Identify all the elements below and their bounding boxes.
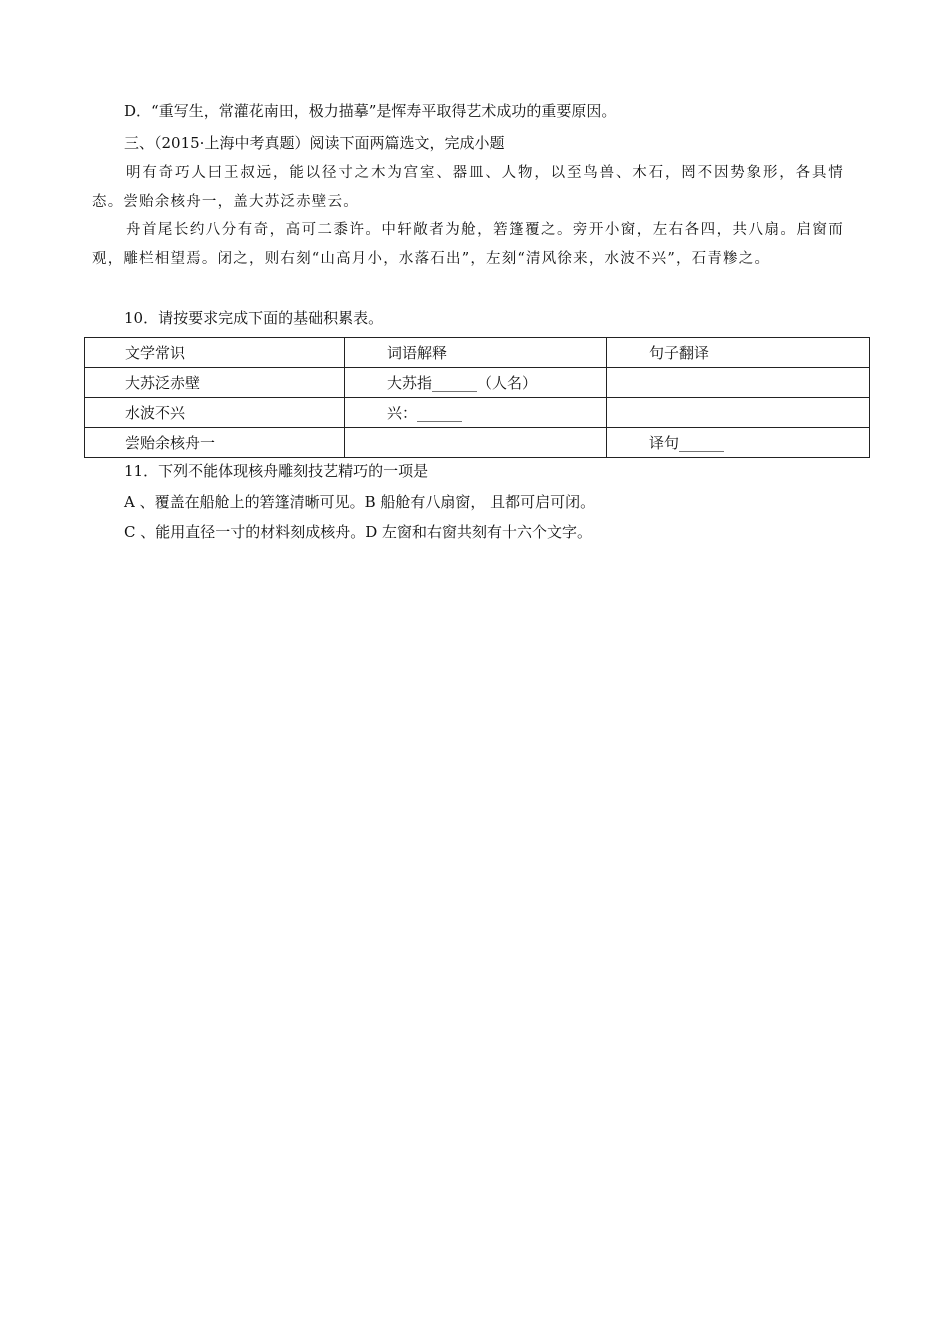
table-row [85,368,870,398]
table-cell: 尝贻余核舟一 [85,428,345,458]
option-d-line: D．“重写生，常灌花南田，极力描摹”是恽寿平取得艺术成功的重要原因。 [124,102,617,120]
question-11-options-cd: C 、能用直径一寸的材料刻成核舟。D 左窗和右窗共刻有十六个文字。 [124,523,593,541]
table-cell[interactable]: 译句______ [607,428,870,458]
question-10-prompt: 10．请按要求完成下面的基础积累表。 [124,309,384,327]
table-header-row [85,338,870,368]
table-cell[interactable] [607,368,870,398]
table-header-cell: 句子翻译 [607,338,870,368]
table-cell[interactable] [607,398,870,428]
table-cell[interactable]: 兴：______ [345,398,607,428]
table-cell[interactable]: 大苏指______（人名） [345,368,607,398]
basics-table [84,337,870,458]
section-three-heading: 三、（2015·上海中考真题）阅读下面两篇选文，完成小题 [124,134,505,152]
table-cell: 水波不兴 [85,398,345,428]
question-11-prompt: 11．下列不能体现核舟雕刻技艺精巧的一项是 [124,462,429,480]
table-cell[interactable] [345,428,607,458]
table-row [85,428,870,458]
question-11-options-ab: A 、覆盖在船舱上的箬篷清晰可见。B 船舱有八扇窗， 且都可启可闭。 [124,493,596,511]
table-header-cell: 词语解释 [345,338,607,368]
table-cell: 大苏泛赤壁 [85,368,345,398]
table-row [85,398,870,428]
passage-paragraph-1: 明有奇巧人曰王叔远，能以径寸之木为宫室、器皿、人物，以至鸟兽、木石，罔不因势象形，各具情态。尝贻余核舟一，盖大苏泛赤壁云。 [92,165,844,210]
passage-paragraph-2: 舟首尾长约八分有奇，高可二黍许。中轩敞者为舱，箬篷覆之。旁开小窗，左右各四，共八扇。启窗而观，雕栏相望焉。闭之，则右刻“山高月小，水落石出”，左刻“清风徐来，水波不兴”，石青糁之。 [92,222,844,267]
table-header-cell: 文学常识 [85,338,345,368]
